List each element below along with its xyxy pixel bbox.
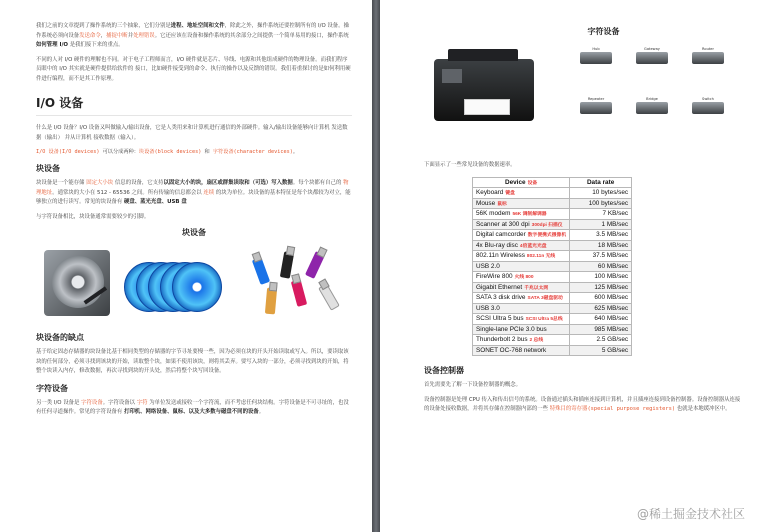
table-row <box>473 282 632 293</box>
data-rate-cell: 125 MB/sec <box>570 282 632 293</box>
block-device-paragraph-2: 与字符设备相比，块设备通常需要较少的引脚。 <box>36 213 150 220</box>
io-paragraph-1: 什么是 I/O 设备？I/O 设备又叫做输入/输出设备，它是人类用来和计算机进行通信的外部硬件。输入/输出设备能够向计算机 发送数据（输出） 并从计算机 接收数据（输入）。 <box>36 125 348 141</box>
char-device-paragraph <box>36 399 352 418</box>
table-header-row <box>473 177 632 188</box>
data-rate-cell: 18 MB/sec <box>570 240 632 251</box>
text-segment: 信息的设备，它支持 <box>113 180 164 186</box>
data-rate-cell: 100 bytes/sec <box>570 198 632 209</box>
text-segment: 我们之前的文章提到了操作系统的三个抽象，它们分别是 <box>36 23 171 29</box>
data-rate-cell: 37.5 MB/sec <box>570 251 632 262</box>
device-name-zh: 数字便携式摄像机 <box>527 233 567 239</box>
table-header-rate: Data rate <box>570 177 632 188</box>
device-cell <box>473 293 570 304</box>
data-rate-cell: 5 GB/sec <box>570 345 632 356</box>
page-gutter <box>372 0 380 532</box>
device-name-zh: 千兆以太网 <box>524 285 549 291</box>
block-device-heading: 块设备 <box>36 164 60 173</box>
data-rate-cell: 985 MB/sec <box>570 324 632 335</box>
char-device-figure <box>424 41 743 153</box>
text-segment: 进程、地址空间和文件 <box>170 23 225 29</box>
table-row <box>473 345 632 356</box>
device-name: Mouse <box>476 199 496 207</box>
text-segment: 硬盘、蓝光光盘、USB 盘 <box>123 199 187 205</box>
text-segment: 打印机、网络设备、鼠标、以及大多数与磁盘不同的设备 <box>123 409 259 415</box>
text-segment: 设备控制器是处理 CPU 传入和传出信号的系统。设备通过插头和插座连接到计算机，并且插座连接到设备控制器。设备控制器从连接的设备处接收数据，并将其存储在控制器内部的一些 <box>424 396 741 412</box>
char-device-heading: 字符设备 <box>36 383 68 393</box>
device-cell <box>473 209 570 220</box>
device-name: USB 2.0 <box>476 262 500 270</box>
text-segment: 。通常块的大小在 512 - 65536 之间。所有传输的信息都会以 <box>52 189 204 196</box>
device-name: Gigabit Ethernet <box>476 283 523 291</box>
data-rate-cell: 60 MB/sec <box>570 261 632 272</box>
text-segment: 连续 <box>203 189 215 196</box>
table-row <box>473 324 632 335</box>
device-name: Digital camcorder <box>476 231 526 239</box>
intro-paragraph-2: 不同的人对 I/O 硬件的理解也不同。对于电子工程师而言，I/O 硬件就是芯片、导线、电源和其他组成硬件的物理设备。而我们程序员眼中的 I/O 其实就是硬件提供给软件的 接口，比如硬件接受到的命令、执行的操作以及反馈的错误。我们着重探讨的是如何利用硬件进行编程，而不是其工作原理。 <box>36 56 351 82</box>
data-rate-cell: 600 MB/sec <box>570 293 632 304</box>
device-controller-paragraph-2 <box>424 396 743 415</box>
device-name: SCSI Ultra 5 bus <box>476 315 524 323</box>
device-name: 802.11n Wireless <box>476 252 525 260</box>
net-label-switch: Switch <box>702 97 714 101</box>
device-cell <box>473 198 570 209</box>
printer-image <box>434 59 534 121</box>
device-name-zh: 鼠标 <box>497 201 507 207</box>
device-name-zh: 4倍蓝光光盘 <box>519 243 547 249</box>
text-segment: 捕捉中断 <box>106 32 128 39</box>
table-row <box>473 188 632 199</box>
text-segment: 为单位发送或接收一个字符流，而不考虑任何块结构。字符设备是不可寻址的，也没有任何寻道操作。常见的字符设备有 <box>36 399 349 415</box>
section-title-io-devices: I/O 设备 <box>36 94 352 116</box>
text-segment: 和 <box>201 149 213 155</box>
device-cell <box>473 303 570 314</box>
device-name-zh: 56K 调制解调器 <box>512 212 547 218</box>
data-rate-cell: 1 MB/sec <box>570 219 632 230</box>
text-segment: 的块为单位。块设备的基本特征是每个块都较为对立，能够独立的进行读写。常见的块设备有 <box>36 189 351 205</box>
block-device-figure <box>36 244 352 322</box>
device-name-zh: 火线 800 <box>514 275 534 281</box>
table-intro: 下面显示了一些常见设备的数据速率。 <box>424 162 516 168</box>
usb-drives-image <box>248 244 358 322</box>
table-row <box>473 240 632 251</box>
device-name-zh: 300dpi 扫描仪 <box>531 222 563 228</box>
table-header-device: Device 设备 <box>473 177 570 188</box>
text-segment: 字符设备(character devices) <box>212 149 293 155</box>
net-label-router: Router <box>702 47 714 51</box>
text-segment: 物理地址 <box>36 180 349 196</box>
watermark: @稀土掘金技术社区 <box>636 507 745 521</box>
text-segment: 。 <box>258 409 265 415</box>
table-row <box>473 251 632 262</box>
net-label-gateway: Gateway <box>644 47 660 51</box>
device-controller-paragraph-1: 首先需要先了解一下设备控制器的概念。 <box>424 382 522 388</box>
right-page <box>380 0 761 532</box>
network-devices-image <box>574 41 742 153</box>
table-row <box>473 209 632 220</box>
net-label-repeater: Repeater <box>587 97 605 101</box>
text-segment: 块设备(block devices) <box>138 149 202 155</box>
text-segment: 块设备是一个能存储 <box>36 180 87 186</box>
data-rate-cell: 100 MB/sec <box>570 272 632 283</box>
data-rate-cell: 625 MB/sec <box>570 303 632 314</box>
block-device-paragraph-1 <box>36 179 352 208</box>
intro-paragraph-1 <box>36 22 352 51</box>
device-name: USB 3.0 <box>476 304 500 312</box>
device-name: FireWire 800 <box>476 273 513 281</box>
left-page <box>0 0 372 532</box>
device-cell <box>473 324 570 335</box>
text-segment: 。 <box>292 149 299 155</box>
device-name: 4x Blu-ray disc <box>476 241 518 249</box>
device-name: SONET OC-768 network <box>476 346 547 354</box>
device-cell <box>473 230 570 241</box>
io-device-types-line <box>36 148 352 157</box>
device-cell <box>473 335 570 346</box>
device-name: SATA 3 disk drive <box>476 294 526 302</box>
device-cell <box>473 282 570 293</box>
device-cell <box>473 261 570 272</box>
device-name: 56K modem <box>476 210 511 218</box>
block-device-drawback-paragraph: 基于给定固态存储器的块设备比基于相同类型的存储器的字节寻址要慢一些，因为必须在块的开头开始读取或写入。所以，要读取该块的任何部分，必须寻找到该块的开始，读取整个块，如果不使用该块，则将其丢弃。要写入块的一部分，必须寻找到块的开始，将整个块读入内存，修改数据，再次寻找到块的开头处，然后将整个块写回设备。 <box>36 349 349 374</box>
device-name-zh: 2 总线 <box>529 338 544 344</box>
table-row <box>473 261 632 272</box>
data-rate-cell: 2.5 GB/sec <box>570 335 632 346</box>
device-cell <box>473 345 570 356</box>
device-cell <box>473 188 570 199</box>
text-segment: 。字符设备以 <box>102 399 137 406</box>
table-row <box>473 303 632 314</box>
device-cell <box>473 272 570 283</box>
net-label-bridge: Bridge <box>646 97 658 101</box>
text-segment: 字符 <box>136 399 148 406</box>
device-cell <box>473 219 570 230</box>
data-rate-cell: 640 MB/sec <box>570 314 632 325</box>
text-segment: 可以分成两种： <box>99 149 139 155</box>
device-name-zh: SCSI Ultra 5总线 <box>525 317 563 323</box>
block-device-figure-caption: 块设备 <box>182 228 206 237</box>
table-header-device-zh: 设备 <box>527 180 538 186</box>
device-cell <box>473 240 570 251</box>
text-segment: ，除此之外，操作系统还要控制所有的 I/O 设备。操作系统必须向设备 <box>36 23 349 39</box>
table-row <box>473 219 632 230</box>
block-device-drawback-heading: 块设备的缺点 <box>36 333 84 342</box>
device-cell <box>473 251 570 262</box>
hard-disk-image <box>44 250 110 316</box>
text-segment: 也就是本地缓冲区中。 <box>675 406 731 412</box>
text-segment: 是我们接下来的重点。 <box>68 42 124 48</box>
table-row <box>473 335 632 346</box>
net-label-hub: Hub <box>592 47 600 51</box>
device-cell <box>473 314 570 325</box>
device-name: Single-lane PCIe 3.0 bus <box>476 325 547 333</box>
device-controller-heading: 设备控制器 <box>424 366 464 375</box>
text-segment: 处理错误 <box>133 32 155 39</box>
data-rate-cell: 7 KB/sec <box>570 209 632 220</box>
text-segment: 如何管理 I/O <box>36 42 68 48</box>
device-name: Keyboard <box>476 189 504 197</box>
table-row <box>473 272 632 283</box>
table-row <box>473 230 632 241</box>
text-segment: 。它还应该在设备和操作系统的其余部分之间提供一个简单易用的接口，操作系统 <box>154 32 349 39</box>
data-rate-table-body <box>473 188 632 356</box>
data-rate-cell: 3.5 MB/sec <box>570 230 632 241</box>
data-rate-cell: 10 bytes/sec <box>570 188 632 199</box>
text-segment: 发送命令 <box>79 32 101 39</box>
device-name-zh: 802.11n 无线 <box>526 254 556 260</box>
text-segment: 以固定大小的块，扇区或群集读取和（可选）写入数据 <box>163 180 293 186</box>
bluray-discs-image <box>124 254 234 314</box>
text-segment: 。每个块都有自己的 <box>292 180 344 186</box>
table-row <box>473 198 632 209</box>
text-segment: I/O 设备(I/O devices) <box>36 149 100 155</box>
text-segment: 固定大小块 <box>86 180 114 186</box>
data-rate-table <box>472 177 632 357</box>
text-segment: 字符设备 <box>81 399 103 406</box>
text-segment: 另一类 I/O 设备是 <box>36 399 82 406</box>
device-name-zh: 键盘 <box>505 191 515 197</box>
device-name: Scanner at 300 dpi <box>476 220 530 228</box>
text-segment: ， <box>100 32 107 39</box>
char-device-figure-caption: 字符设备 <box>587 27 620 36</box>
text-segment: 特殊目的寄存器(special purpose registers) <box>549 406 676 412</box>
table-row <box>473 293 632 304</box>
device-name: Thunderbolt 2 bus <box>476 336 528 344</box>
table-row <box>473 314 632 325</box>
text-segment: 并 <box>127 32 134 39</box>
device-name-zh: SATA 3磁盘驱动 <box>527 296 563 302</box>
